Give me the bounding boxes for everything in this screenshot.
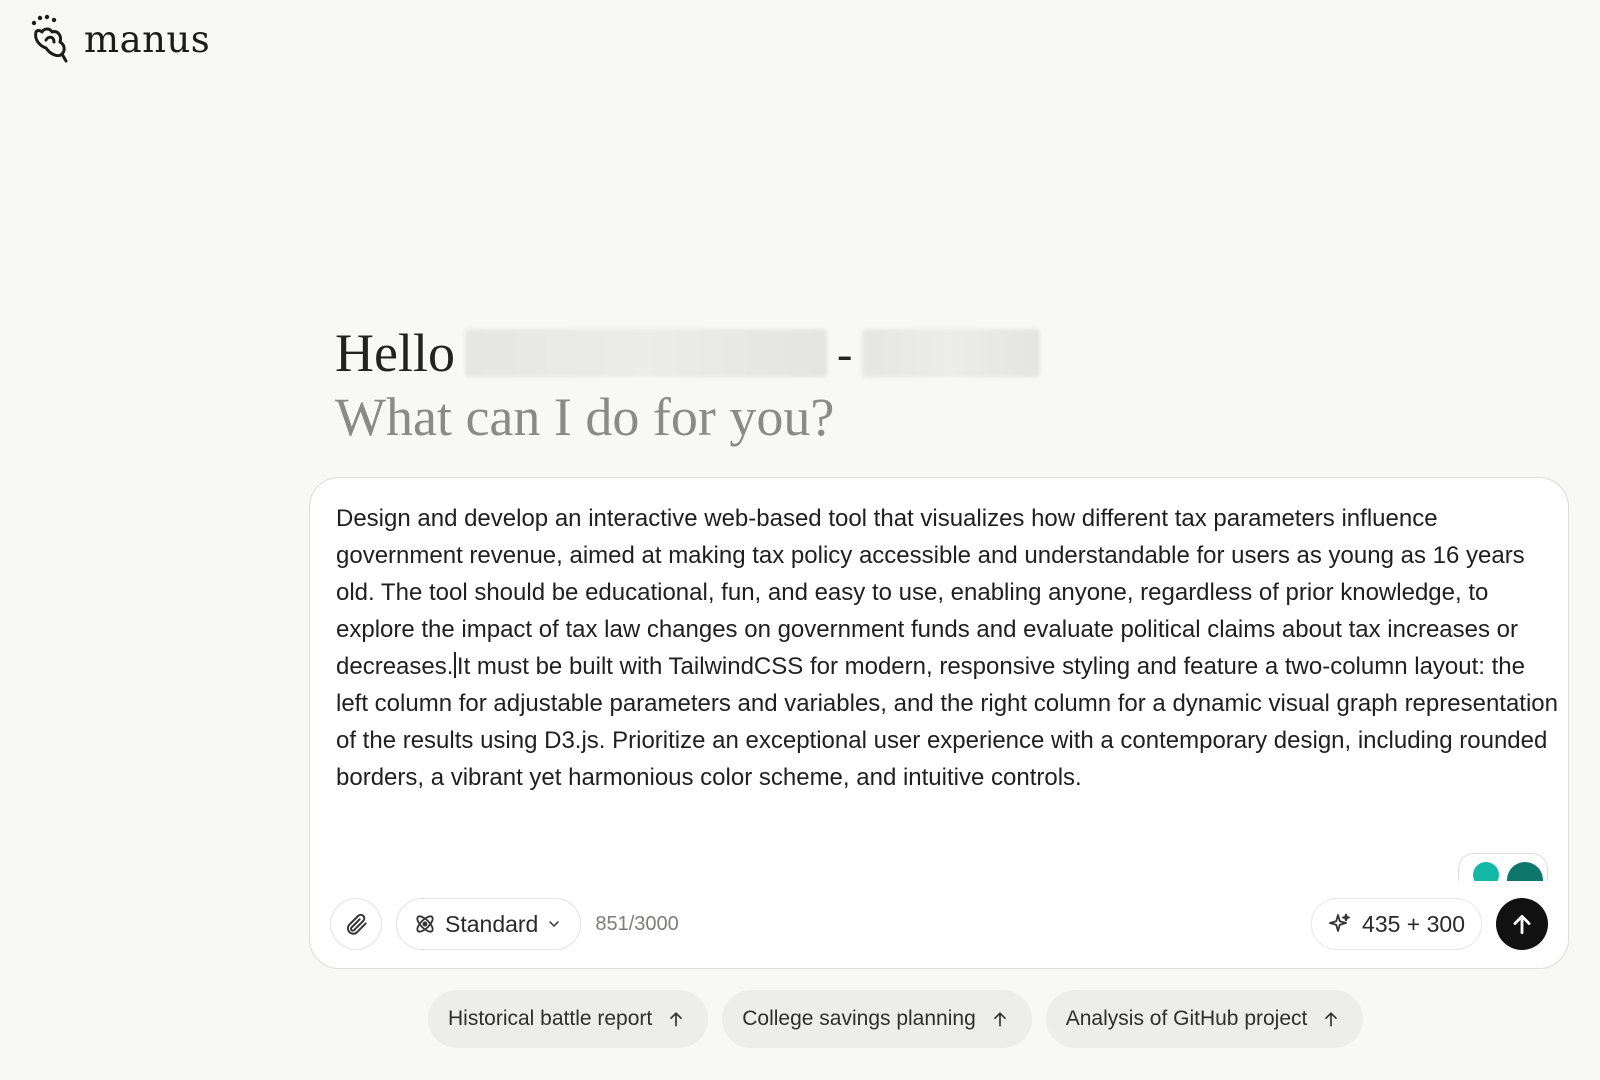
brand-name: manus xyxy=(84,17,211,61)
logo[interactable] xyxy=(28,14,210,64)
arrow-up-icon xyxy=(990,1009,1010,1029)
suggestion-chip[interactable] xyxy=(722,990,1032,1048)
character-counter: 851/3000 xyxy=(595,912,679,935)
hello-row xyxy=(335,322,1040,384)
manus-hand-icon xyxy=(28,14,72,64)
greeting xyxy=(335,322,1040,448)
suggestion-label: Analysis of GitHub project xyxy=(1065,1007,1308,1030)
redacted-org-name xyxy=(862,329,1040,377)
composer-toolbar xyxy=(330,898,1548,950)
name-separator: - xyxy=(836,327,853,379)
attach-button[interactable] xyxy=(330,898,382,950)
redacted-user-name xyxy=(465,329,827,377)
atom-icon xyxy=(413,912,437,936)
suggestion-label: Historical battle report xyxy=(448,1007,653,1030)
arrow-up-icon xyxy=(1509,911,1535,937)
suggestion-chips xyxy=(428,990,1363,1048)
mode-selector[interactable] xyxy=(396,898,581,950)
grammarly-suggest-icon xyxy=(1473,862,1499,881)
hello-text: Hello xyxy=(335,323,455,383)
prompt-text-part-1: Design and develop an interactive web-based tool that visualizes how different tax parameters influence government revenue, aimed at making tax policy accessible and understandable for users as young as 16 years old. The tool should be educational, fun, and easy to use, enabling anyone, regardless of prior knowledge, to explore the impact of tax law changes on government funds and evaluate political claims about tax increases or decreases. xyxy=(336,505,1525,680)
prompt-composer xyxy=(309,477,1569,969)
credits-label: 435 + 300 xyxy=(1362,910,1465,937)
credits-indicator[interactable] xyxy=(1311,898,1482,950)
text-caret xyxy=(454,652,456,678)
arrow-up-icon xyxy=(1321,1009,1341,1029)
suggestion-chip[interactable] xyxy=(428,990,708,1048)
send-button[interactable] xyxy=(1496,898,1548,950)
suggestion-chip[interactable] xyxy=(1046,990,1364,1048)
grammarly-widget[interactable] xyxy=(1458,853,1548,881)
suggestion-label: College savings planning xyxy=(742,1007,976,1030)
paperclip-icon xyxy=(343,911,369,937)
chevron-down-icon xyxy=(546,916,562,932)
grammarly-logo-icon xyxy=(1507,862,1543,881)
arrow-up-icon xyxy=(666,1009,686,1029)
prompt-textarea[interactable] xyxy=(336,500,1558,796)
greeting-question: What can I do for you? xyxy=(335,387,835,447)
mode-label: Standard xyxy=(445,910,539,937)
prompt-text-part-2: It must be built with TailwindCSS for modern, responsive styling and feature a two-column layout: the left column for adjustable parameters and variables, and the right column for a dynamic visual graph representation of the results using D3.js. Prioritize an exceptional user experience with a contemporary design, including rounded borders, a vibrant yet harmonious color scheme, and intuitive controls. xyxy=(336,653,1558,791)
sparkle-icon xyxy=(1328,912,1352,936)
